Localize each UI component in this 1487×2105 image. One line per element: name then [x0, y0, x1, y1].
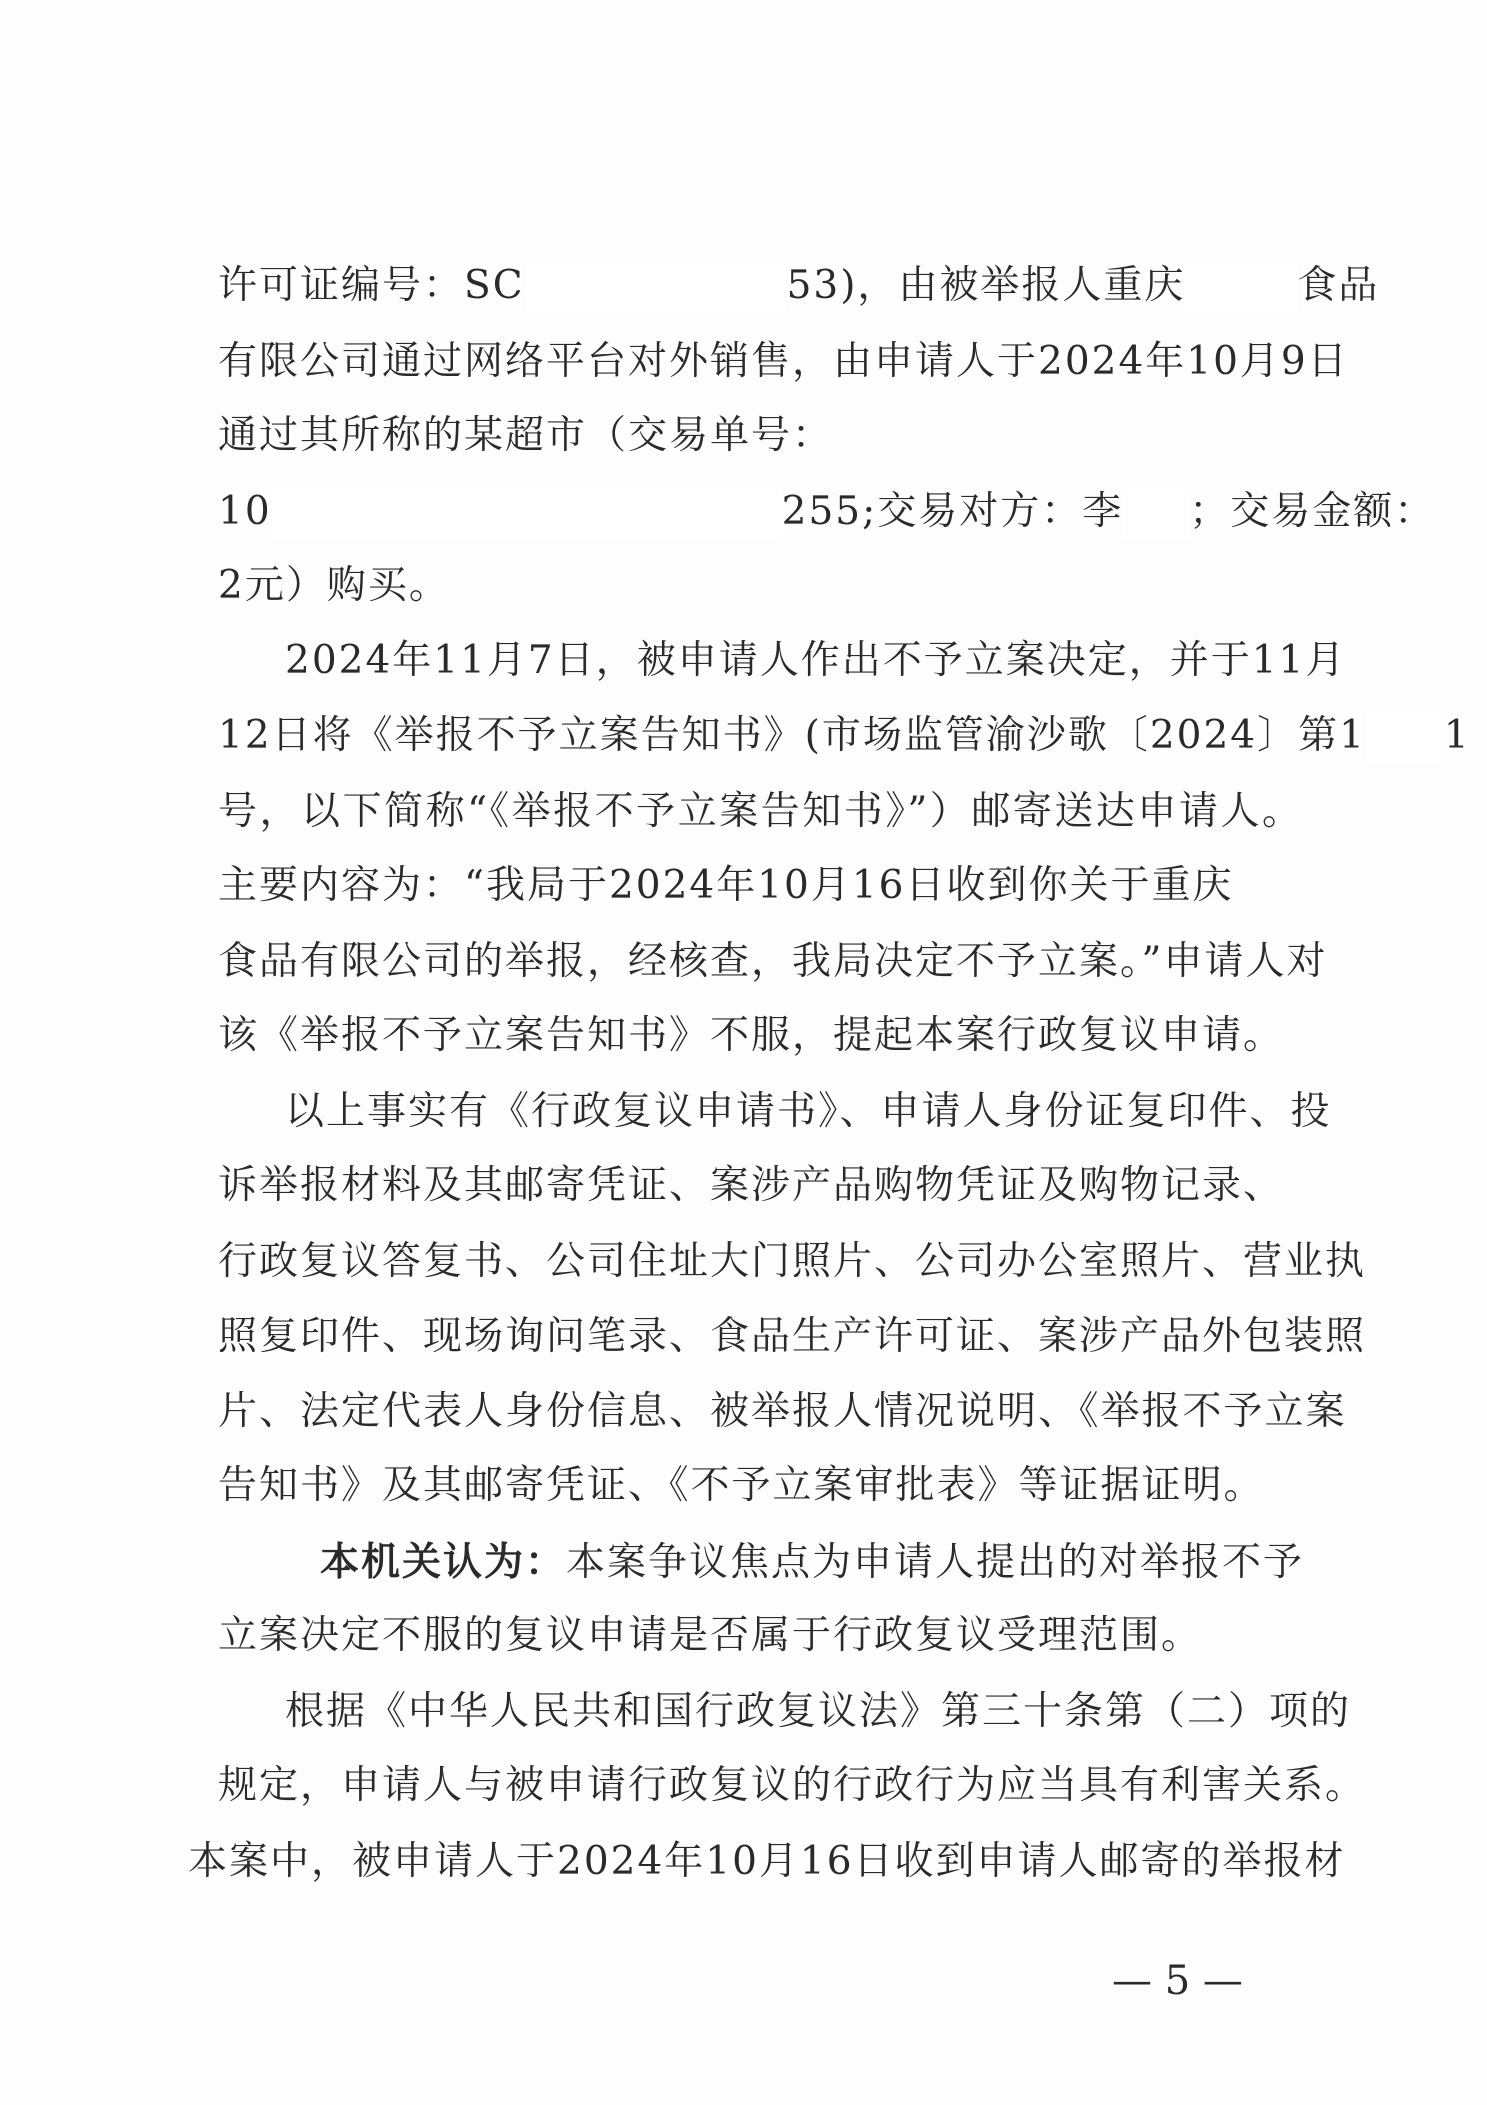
text-line-11: 该《举报不予立案告知书》不服，提起本案行政复议申请。: [218, 1013, 1285, 1058]
redaction-block: [1123, 489, 1189, 539]
conclusion-heading: 本机关认为：: [320, 1539, 567, 1585]
redaction-block: [1366, 713, 1444, 763]
redaction-block: [272, 489, 782, 539]
text-line-17: 告知书》及其邮寄凭证、《不予立案审批表》等证据证明。: [218, 1463, 1265, 1508]
text-line-19: 立案决定不服的复议申请是否属于行政复议受理范围。: [218, 1613, 1203, 1658]
text-line-8: 号，以下简称“《举报不予立案告知书》”）邮寄送达申请人。: [218, 789, 1303, 834]
text-line-22: 本案中，被申请人于2024年10月16日收到申请人邮寄的举报材: [188, 1839, 1346, 1884]
text-line-12: 以上事实有《行政复议申请书》、申请人身份证复印件、投: [285, 1089, 1332, 1134]
text-line-5: 2元）购买。: [218, 563, 450, 608]
text-segment: 许可证编号：SC: [218, 263, 525, 308]
text-line-1: [218, 262, 1380, 313]
text-segment: 本案争议焦点为申请人提出的对举报不予: [566, 1540, 1305, 1585]
text-segment: 255;交易对方：李: [781, 489, 1124, 534]
text-segment: 53)，由被举报人重庆: [786, 263, 1186, 308]
redaction-block: [1185, 263, 1297, 313]
text-line-15: 照复印件、现场询问笔录、食品生产许可证、案涉产品外包装照: [218, 1314, 1367, 1359]
text-line-6: 2024年11月7日，被申请人作出不予立案决定，并于11月: [285, 638, 1347, 683]
text-segment: 12日将《举报不予立案告知书》(市场监管渝沙歌〔2024〕第1: [218, 713, 1366, 758]
text-segment: 食品: [1297, 263, 1380, 308]
text-segment: 1: [1443, 713, 1471, 758]
text-line-21: 规定，申请人与被申请行政复议的行政行为应当具有利害关系。: [218, 1763, 1367, 1808]
text-line-7: [218, 712, 1471, 763]
text-line-2: 有限公司通过网络平台对外销售，由申请人于2024年10月9日: [218, 339, 1349, 384]
text-line-20: 根据《中华人民共和国行政复议法》第三十条第（二）项的: [285, 1689, 1352, 1734]
text-line-9: 主要内容为：“我局于2024年10月16日收到你关于重庆: [218, 863, 1234, 908]
redaction-block: [525, 263, 787, 313]
page-number: — 5 —: [1112, 1958, 1243, 2004]
text-line-13: 诉举报材料及其邮寄凭证、案涉产品购物凭证及购物记录、: [218, 1163, 1285, 1208]
text-line-14: 行政复议答复书、公司住址大门照片、公司办公室照片、营业执: [218, 1239, 1367, 1284]
text-line-10: 食品有限公司的举报，经核查，我局决定不予立案。”申请人对: [218, 939, 1328, 984]
text-line-4: [218, 488, 1436, 539]
text-line-18: [320, 1538, 1303, 1587]
text-line-3: 通过其所称的某超市（交易单号：: [218, 413, 834, 458]
text-line-16: 片、法定代表人身份信息、被举报人情况说明、《举报不予立案: [218, 1389, 1347, 1434]
text-segment: 10: [218, 489, 272, 534]
text-segment: ；交易金额：: [1189, 489, 1436, 534]
